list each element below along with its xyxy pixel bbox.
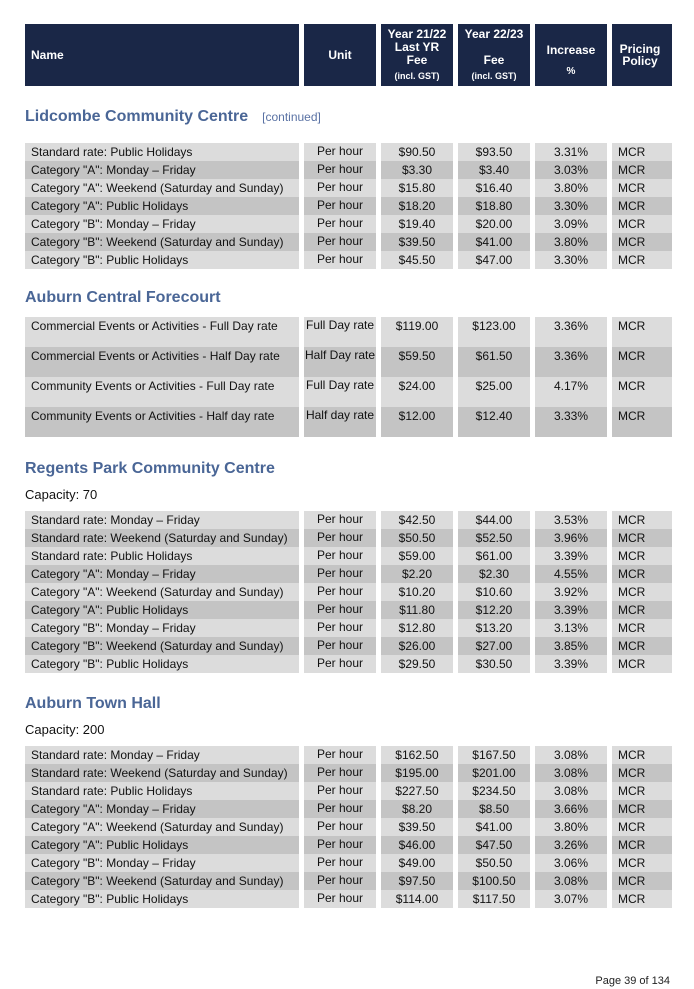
cell-fee: $20.00: [458, 215, 530, 233]
cell-pricing-policy: MCR: [612, 637, 672, 655]
cell-item-name: Standard rate: Weekend (Saturday and Sunday): [25, 529, 299, 547]
cell-item-name: Category "B": Public Holidays: [25, 890, 299, 908]
cell-pricing-policy: MCR: [612, 872, 672, 890]
page-number: Page 39 of 134: [595, 975, 670, 987]
header-this-year-sub: (incl. GST): [471, 70, 517, 81]
cell-item-name: Standard rate: Monday – Friday: [25, 511, 299, 529]
cell-item-name: Standard rate: Public Holidays: [25, 547, 299, 565]
table-row: [25, 746, 670, 764]
fee-table: [25, 511, 670, 673]
cell-unit: Per hour: [304, 619, 376, 637]
cell-fee: $47.50: [458, 836, 530, 854]
cell-fee: $30.50: [458, 655, 530, 673]
cell-fee: $167.50: [458, 746, 530, 764]
cell-last-year-fee: $50.50: [381, 529, 453, 547]
table-row: [25, 800, 670, 818]
cell-increase: 4.17%: [535, 377, 607, 407]
cell-increase: 3.92%: [535, 583, 607, 601]
cell-item-name: Category "B": Public Holidays: [25, 251, 299, 269]
cell-last-year-fee: $97.50: [381, 872, 453, 890]
cell-unit: Per hour: [304, 818, 376, 836]
fee-table-header: [25, 24, 670, 86]
cell-unit: Per hour: [304, 143, 376, 161]
cell-unit: Per hour: [304, 836, 376, 854]
cell-last-year-fee: $90.50: [381, 143, 453, 161]
cell-increase: 3.30%: [535, 197, 607, 215]
header-last-year-label: Last YR Fee: [394, 39, 440, 67]
table-row: [25, 251, 670, 269]
cell-fee: $52.50: [458, 529, 530, 547]
cell-item-name: Category "A": Monday – Friday: [25, 800, 299, 818]
cell-last-year-fee: $10.20: [381, 583, 453, 601]
cell-item-name: Category "A": Public Holidays: [25, 601, 299, 619]
cell-pricing-policy: MCR: [612, 818, 672, 836]
cell-pricing-policy: MCR: [612, 251, 672, 269]
cell-increase: 3.80%: [535, 179, 607, 197]
cell-pricing-policy: MCR: [612, 143, 672, 161]
section-title-text: Auburn Central Forecourt: [25, 289, 221, 306]
cell-pricing-policy: MCR: [612, 836, 672, 854]
cell-increase: 3.39%: [535, 601, 607, 619]
table-row: [25, 547, 670, 565]
cell-increase: 3.39%: [535, 655, 607, 673]
cell-last-year-fee: $15.80: [381, 179, 453, 197]
cell-item-name: Community Events or Activities - Full Day rate: [25, 377, 299, 407]
cell-item-name: Category "B": Monday – Friday: [25, 854, 299, 872]
cell-fee: $41.00: [458, 818, 530, 836]
table-row: [25, 197, 670, 215]
cell-pricing-policy: MCR: [612, 529, 672, 547]
cell-unit: Per hour: [304, 854, 376, 872]
cell-unit: Per hour: [304, 782, 376, 800]
section-title-text: Regents Park Community Centre: [25, 460, 275, 477]
cell-fee: $44.00: [458, 511, 530, 529]
cell-fee: $25.00: [458, 377, 530, 407]
cell-fee: $12.20: [458, 601, 530, 619]
table-row: [25, 818, 670, 836]
header-increase-label: Increase: [546, 43, 596, 57]
cell-last-year-fee: $195.00: [381, 764, 453, 782]
table-row: [25, 890, 670, 908]
cell-last-year-fee: $227.50: [381, 782, 453, 800]
cell-fee: $10.60: [458, 583, 530, 601]
cell-unit: Per hour: [304, 547, 376, 565]
cell-increase: 3.07%: [535, 890, 607, 908]
table-row: [25, 407, 670, 437]
cell-item-name: Category "A": Weekend (Saturday and Sunday): [25, 818, 299, 836]
cell-unit: Per hour: [304, 565, 376, 583]
continued-note: [continued]: [262, 110, 321, 124]
cell-pricing-policy: MCR: [612, 161, 672, 179]
cell-increase: 3.36%: [535, 347, 607, 377]
cell-last-year-fee: $26.00: [381, 637, 453, 655]
cell-unit: Per hour: [304, 637, 376, 655]
cell-item-name: Category "B": Weekend (Saturday and Sunday): [25, 637, 299, 655]
table-row: [25, 529, 670, 547]
cell-unit: Per hour: [304, 800, 376, 818]
section-title-text: Lidcombe Community Centre: [25, 108, 249, 125]
cell-pricing-policy: MCR: [612, 407, 672, 437]
cell-pricing-policy: MCR: [612, 547, 672, 565]
cell-increase: 3.06%: [535, 854, 607, 872]
section-lidcombe-community-centre: [25, 107, 670, 269]
cell-unit: Per hour: [304, 872, 376, 890]
cell-unit: Per hour: [304, 179, 376, 197]
cell-increase: 3.96%: [535, 529, 607, 547]
header-name: [25, 24, 299, 86]
cell-pricing-policy: MCR: [612, 655, 672, 673]
cell-increase: 3.66%: [535, 800, 607, 818]
header-unit: [304, 24, 376, 86]
cell-pricing-policy: MCR: [612, 215, 672, 233]
section-auburn-town-hall: [25, 694, 670, 908]
cell-fee: $100.50: [458, 872, 530, 890]
table-row: [25, 637, 670, 655]
cell-increase: 3.85%: [535, 637, 607, 655]
cell-increase: 3.31%: [535, 143, 607, 161]
cell-increase: 3.08%: [535, 746, 607, 764]
cell-pricing-policy: MCR: [612, 317, 672, 347]
cell-item-name: Category "B": Monday – Friday: [25, 619, 299, 637]
table-row: [25, 872, 670, 890]
cell-last-year-fee: $24.00: [381, 377, 453, 407]
table-row: [25, 143, 670, 161]
cell-pricing-policy: MCR: [612, 377, 672, 407]
cell-item-name: Category "A": Monday – Friday: [25, 565, 299, 583]
cell-item-name: Commercial Events or Activities - Half Day rate: [25, 347, 299, 377]
cell-item-name: Standard rate: Public Holidays: [25, 782, 299, 800]
table-row: [25, 511, 670, 529]
cell-unit: Per hour: [304, 601, 376, 619]
cell-unit: Full Day rate: [304, 377, 376, 407]
cell-pricing-policy: MCR: [612, 764, 672, 782]
cell-increase: 4.55%: [535, 565, 607, 583]
cell-unit: Per hour: [304, 511, 376, 529]
cell-item-name: Category "A": Public Holidays: [25, 836, 299, 854]
cell-unit: Per hour: [304, 746, 376, 764]
cell-fee: $3.40: [458, 161, 530, 179]
cell-item-name: Category "A": Monday – Friday: [25, 161, 299, 179]
cell-fee: $8.50: [458, 800, 530, 818]
cell-pricing-policy: MCR: [612, 179, 672, 197]
cell-last-year-fee: $39.50: [381, 818, 453, 836]
cell-pricing-policy: MCR: [612, 565, 672, 583]
header-name-label: Name: [31, 47, 64, 62]
cell-fee: $27.00: [458, 637, 530, 655]
cell-last-year-fee: $46.00: [381, 836, 453, 854]
cell-increase: 3.08%: [535, 782, 607, 800]
table-row: [25, 854, 670, 872]
cell-last-year-fee: $3.30: [381, 161, 453, 179]
cell-fee: $13.20: [458, 619, 530, 637]
cell-unit: Per hour: [304, 197, 376, 215]
cell-last-year-fee: $12.80: [381, 619, 453, 637]
cell-pricing-policy: MCR: [612, 619, 672, 637]
section-title-text: Auburn Town Hall: [25, 695, 161, 712]
header-last-year-fee: [381, 24, 453, 86]
table-row: [25, 317, 670, 347]
cell-item-name: Community Events or Activities - Half day rate: [25, 407, 299, 437]
cell-item-name: Category "B": Weekend (Saturday and Sunday): [25, 233, 299, 251]
capacity-text: Capacity: 200: [25, 722, 105, 737]
header-this-year-label: Fee: [483, 52, 505, 67]
cell-last-year-fee: $114.00: [381, 890, 453, 908]
cell-item-name: Category "B": Weekend (Saturday and Sunday): [25, 872, 299, 890]
table-row: [25, 619, 670, 637]
cell-fee: $16.40: [458, 179, 530, 197]
cell-last-year-fee: $11.80: [381, 601, 453, 619]
cell-unit: Full Day rate: [304, 317, 376, 347]
cell-pricing-policy: MCR: [612, 890, 672, 908]
header-this-year-fee: [458, 24, 530, 86]
cell-unit: Per hour: [304, 529, 376, 547]
cell-item-name: Standard rate: Monday – Friday: [25, 746, 299, 764]
cell-last-year-fee: $119.00: [381, 317, 453, 347]
cell-pricing-policy: MCR: [612, 854, 672, 872]
header-increase-unit: %: [566, 66, 576, 77]
cell-fee: $50.50: [458, 854, 530, 872]
cell-unit: Per hour: [304, 251, 376, 269]
table-row: [25, 836, 670, 854]
cell-unit: Per hour: [304, 161, 376, 179]
cell-fee: $61.00: [458, 547, 530, 565]
cell-last-year-fee: $8.20: [381, 800, 453, 818]
cell-last-year-fee: $18.20: [381, 197, 453, 215]
cell-unit: Per hour: [304, 764, 376, 782]
cell-fee: $2.30: [458, 565, 530, 583]
cell-pricing-policy: MCR: [612, 601, 672, 619]
table-row: [25, 377, 670, 407]
section-title: [25, 459, 670, 479]
cell-increase: 3.80%: [535, 818, 607, 836]
fee-table: [25, 143, 670, 269]
header-unit-label: Unit: [328, 47, 352, 62]
table-row: [25, 782, 670, 800]
cell-increase: 3.08%: [535, 872, 607, 890]
cell-unit: Half Day rate: [304, 347, 376, 377]
cell-increase: 3.30%: [535, 251, 607, 269]
cell-item-name: Category "B": Public Holidays: [25, 655, 299, 673]
section-title: [25, 288, 670, 308]
cell-unit: Per hour: [304, 583, 376, 601]
cell-item-name: Standard rate: Weekend (Saturday and Sunday): [25, 764, 299, 782]
section-auburn-central-forecourt: [25, 288, 670, 437]
cell-last-year-fee: $12.00: [381, 407, 453, 437]
cell-fee: $123.00: [458, 317, 530, 347]
cell-last-year-fee: $45.50: [381, 251, 453, 269]
cell-pricing-policy: MCR: [612, 583, 672, 601]
cell-increase: 3.39%: [535, 547, 607, 565]
cell-unit: Per hour: [304, 215, 376, 233]
header-pricing-policy-label: Pricing Policy: [619, 42, 661, 68]
cell-last-year-fee: $59.50: [381, 347, 453, 377]
header-increase: [535, 24, 607, 86]
header-pricing-policy: [612, 24, 672, 86]
cell-pricing-policy: MCR: [612, 782, 672, 800]
cell-fee: $117.50: [458, 890, 530, 908]
cell-last-year-fee: $2.20: [381, 565, 453, 583]
cell-pricing-policy: MCR: [612, 746, 672, 764]
capacity-text: Capacity: 70: [25, 487, 98, 502]
cell-last-year-fee: $42.50: [381, 511, 453, 529]
cell-pricing-policy: MCR: [612, 233, 672, 251]
cell-fee: $201.00: [458, 764, 530, 782]
table-row: [25, 764, 670, 782]
cell-last-year-fee: $19.40: [381, 215, 453, 233]
cell-unit: Per hour: [304, 655, 376, 673]
cell-unit: Half day rate: [304, 407, 376, 437]
cell-pricing-policy: MCR: [612, 800, 672, 818]
section-title: [25, 694, 670, 714]
table-row: [25, 583, 670, 601]
cell-fee: $41.00: [458, 233, 530, 251]
fee-table: [25, 746, 670, 908]
table-row: [25, 179, 670, 197]
section-regents-park-community-centre: [25, 459, 670, 673]
cell-last-year-fee: $39.50: [381, 233, 453, 251]
cell-fee: $18.80: [458, 197, 530, 215]
cell-increase: 3.36%: [535, 317, 607, 347]
cell-increase: 3.13%: [535, 619, 607, 637]
cell-unit: Per hour: [304, 890, 376, 908]
cell-increase: 3.33%: [535, 407, 607, 437]
table-row: [25, 233, 670, 251]
cell-pricing-policy: MCR: [612, 197, 672, 215]
cell-item-name: Standard rate: Public Holidays: [25, 143, 299, 161]
cell-item-name: Category "A": Public Holidays: [25, 197, 299, 215]
table-row: [25, 161, 670, 179]
header-last-year-sub: (incl. GST): [394, 70, 440, 81]
cell-increase: 3.80%: [535, 233, 607, 251]
cell-increase: 3.08%: [535, 764, 607, 782]
cell-increase: 3.53%: [535, 511, 607, 529]
header-last-year-period: Year 21/22: [387, 26, 447, 41]
cell-last-year-fee: $49.00: [381, 854, 453, 872]
cell-increase: 3.09%: [535, 215, 607, 233]
cell-fee: $234.50: [458, 782, 530, 800]
table-row: [25, 565, 670, 583]
cell-item-name: Category "A": Weekend (Saturday and Sunday): [25, 583, 299, 601]
cell-pricing-policy: MCR: [612, 347, 672, 377]
cell-item-name: Category "B": Monday – Friday: [25, 215, 299, 233]
cell-fee: $61.50: [458, 347, 530, 377]
fee-table: [25, 317, 670, 437]
cell-fee: $47.00: [458, 251, 530, 269]
cell-item-name: Category "A": Weekend (Saturday and Sunday): [25, 179, 299, 197]
section-title: [25, 107, 670, 127]
cell-item-name: Commercial Events or Activities - Full Day rate: [25, 317, 299, 347]
cell-increase: 3.03%: [535, 161, 607, 179]
table-row: [25, 347, 670, 377]
table-row: [25, 655, 670, 673]
cell-increase: 3.26%: [535, 836, 607, 854]
cell-last-year-fee: $29.50: [381, 655, 453, 673]
cell-unit: Per hour: [304, 233, 376, 251]
table-row: [25, 215, 670, 233]
table-row: [25, 601, 670, 619]
header-this-year-period: Year 22/23: [464, 26, 524, 41]
cell-last-year-fee: $162.50: [381, 746, 453, 764]
cell-fee: $12.40: [458, 407, 530, 437]
cell-fee: $93.50: [458, 143, 530, 161]
cell-pricing-policy: MCR: [612, 511, 672, 529]
cell-last-year-fee: $59.00: [381, 547, 453, 565]
